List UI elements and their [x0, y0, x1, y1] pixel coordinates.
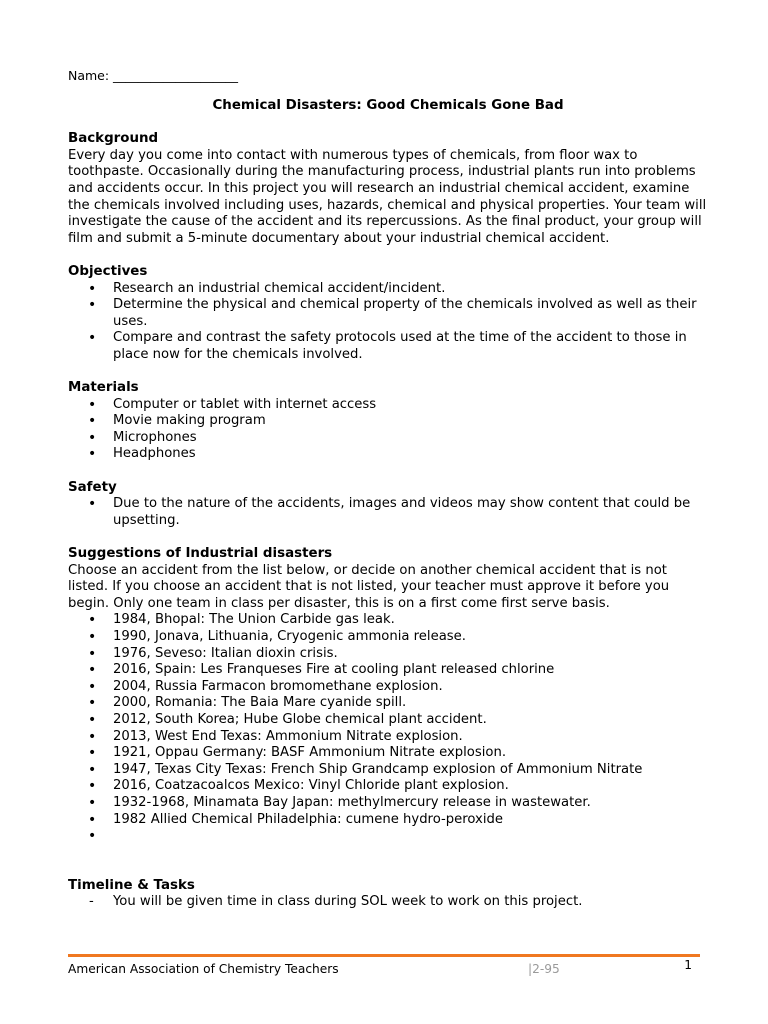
footer-divider: [68, 954, 700, 957]
footer-code: |2-95: [528, 962, 560, 976]
list-item: • Research an industrial chemical accident/incident.: [68, 281, 708, 298]
page-title: Chemical Disasters: Good Chemicals Gone Bad: [212, 97, 564, 113]
materials-list: [68, 397, 708, 463]
list-item: • 2013, West End Texas: Ammonium Nitrate explosion.: [68, 729, 708, 746]
suggestions-intro: Choose an accident from the list below, or decide on another chemical accident that is not listed. If you choose an accident that is not listed, your teacher must approve it before you begin. Only one team in class per disaster, this is on a first come first serve basis.: [68, 562, 670, 611]
objectives-list: [68, 281, 708, 364]
materials-section: [68, 380, 708, 463]
timeline-heading: Timeline & Tasks: [68, 877, 195, 893]
list-item: • Determine the physical and chemical property of the chemicals involved as well as their uses.: [68, 297, 708, 330]
page-number: 1: [684, 958, 692, 972]
list-item: • 2016, Spain: Les Franqueses Fire at cooling plant released chlorine: [68, 662, 708, 679]
safety-list: [68, 496, 708, 529]
list-item: • 2016, Coatzacoalcos Mexico: Vinyl Chloride plant explosion.: [68, 778, 708, 795]
suggestions-section: [68, 546, 708, 845]
timeline-section: [68, 878, 708, 911]
objectives-section: [68, 264, 708, 364]
materials-heading: Materials: [68, 380, 139, 396]
safety-section: [68, 480, 708, 530]
objectives-heading: Objectives: [68, 263, 148, 279]
safety-heading: Safety: [68, 479, 117, 495]
list-item: • 1947, Texas City Texas: French Ship Grandcamp explosion of Ammonium Nitrate: [68, 762, 708, 779]
footer-organization: American Association of Chemistry Teachers: [68, 962, 339, 976]
list-item: • 1921, Oppau Germany: BASF Ammonium Nitrate explosion.: [68, 745, 708, 762]
name-field-label: Name: ____________________: [68, 68, 239, 83]
timeline-list: [68, 894, 708, 911]
background-section: [68, 131, 708, 247]
document-body: [68, 68, 708, 928]
list-item: • Movie making program: [68, 413, 708, 430]
list-item: • Due to the nature of the accidents, images and videos may show content that could be upsetting.: [68, 496, 708, 529]
list-item: • 2004, Russia Farmacon bromomethane explosion.: [68, 679, 708, 696]
list-item: • 1932-1968, Minamata Bay Japan: methylmercury release in wastewater.: [68, 795, 708, 812]
suggestions-heading: Suggestions of Industrial disasters: [68, 546, 333, 562]
list-item: • Compare and contrast the safety protocols used at the time of the accident to those in place now for the chemicals involved.: [68, 330, 708, 363]
list-item: • 1990, Jonava, Lithuania, Cryogenic ammonia release.: [68, 629, 708, 646]
background-heading: Background: [68, 131, 159, 147]
list-item: - You will be given time in class during SOL week to work on this project.: [68, 894, 708, 911]
list-item: • Headphones: [68, 446, 708, 463]
list-item-empty: [68, 828, 708, 845]
list-item: • 1976, Seveso: Italian dioxin crisis.: [68, 646, 708, 663]
list-item: • 2012, South Korea; Hube Globe chemical plant accident.: [68, 712, 708, 729]
list-item: • Computer or tablet with internet access: [68, 397, 708, 414]
list-item: • Microphones: [68, 430, 708, 447]
list-item: • 1984, Bhopal: The Union Carbide gas leak.: [68, 612, 708, 629]
list-item: • 2000, Romania: The Baia Mare cyanide spill.: [68, 695, 708, 712]
disaster-list: [68, 612, 708, 844]
list-item: • 1982 Allied Chemical Philadelphia: cumene hydro-peroxide: [68, 812, 708, 829]
background-text: Every day you come into contact with numerous types of chemicals, from floor wax to toothpaste. Occasionally during the manufacturing process, industrial plants run into problems and accidents occur. In this project you will research an industrial chemical accident, examine the chemicals involved including uses, hazards, chemical and physical properties. Your team will investigate the cause of the accident and its repercussions. As the final product, your group will film and submit a 5-minute documentary about your industrial chemical accident.: [68, 147, 707, 246]
